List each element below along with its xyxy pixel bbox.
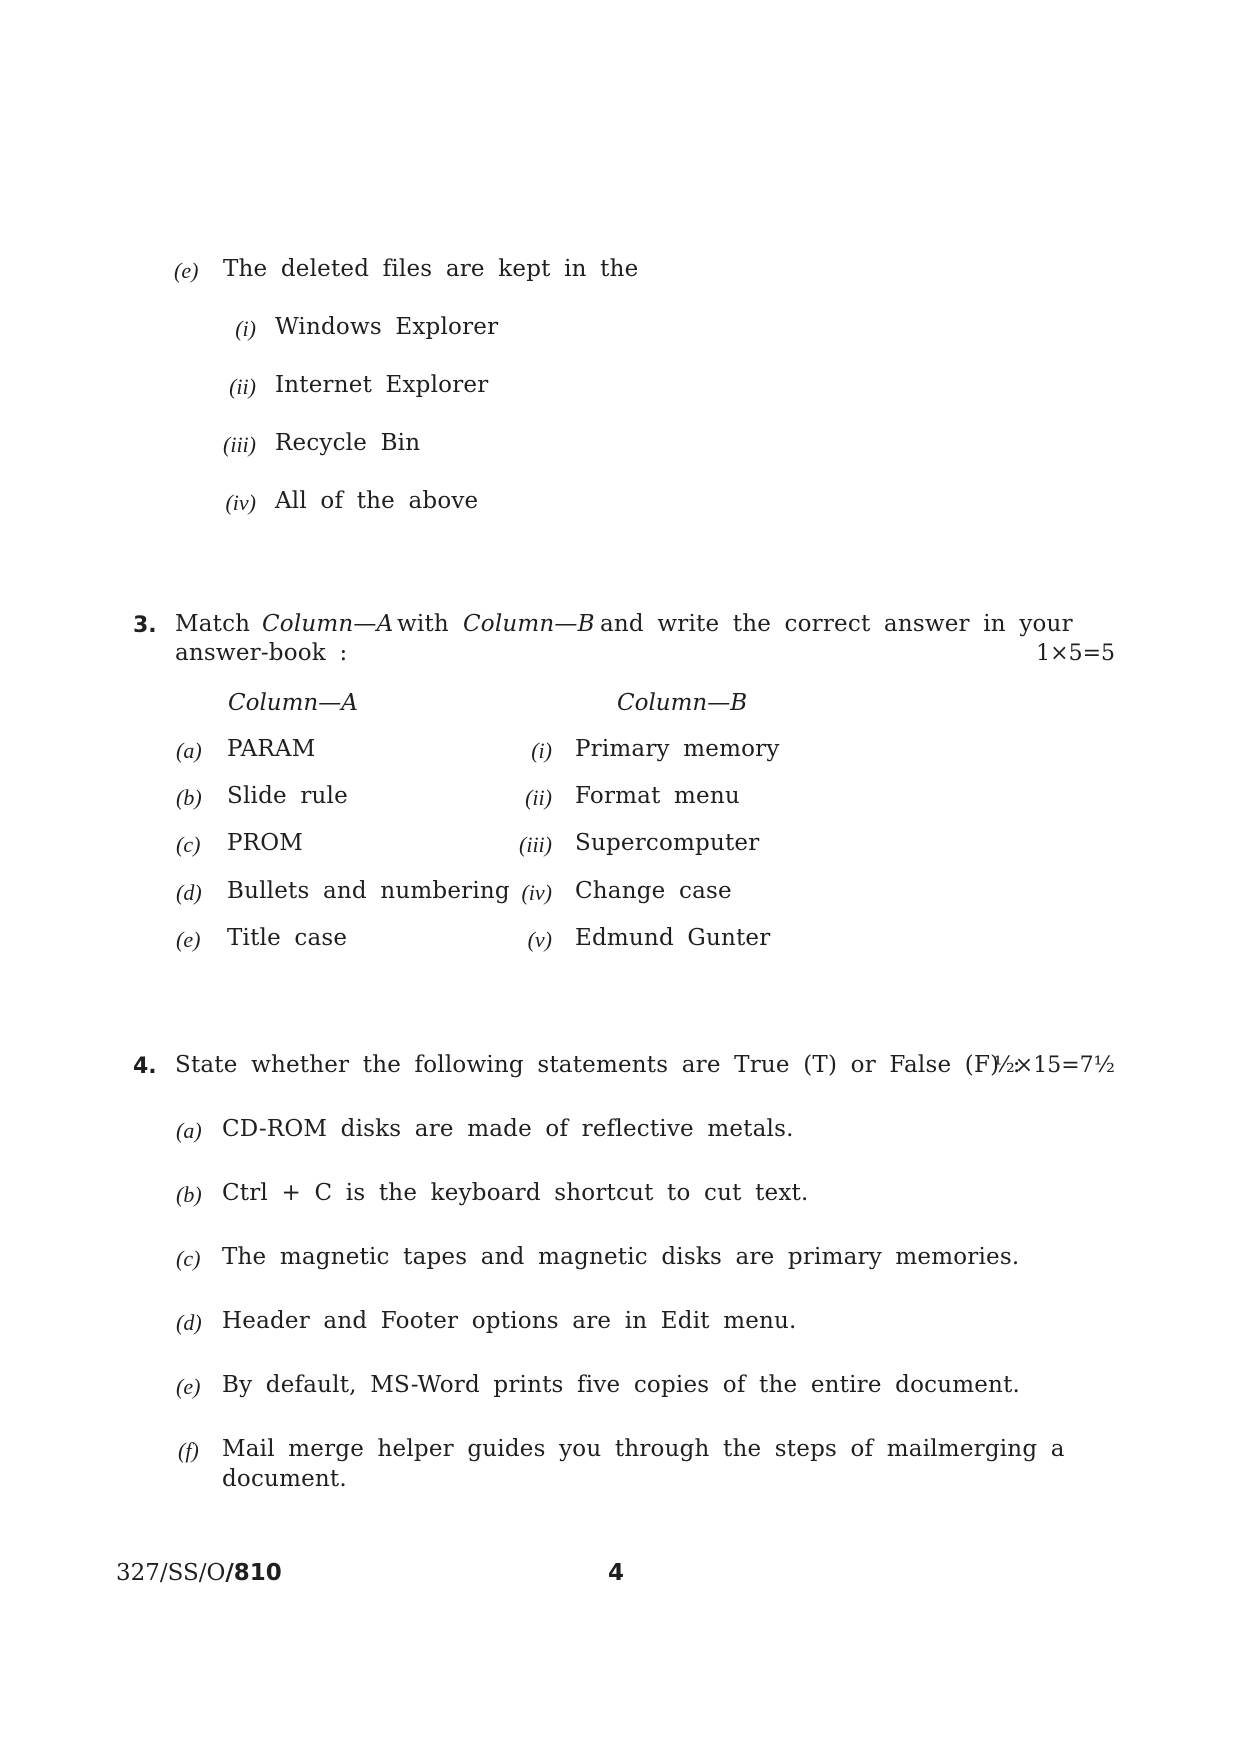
question-word: Match: [175, 611, 251, 637]
column-b-label: (iii): [519, 832, 552, 857]
question-number: 4.: [133, 1054, 157, 1079]
statement-label: (b): [176, 1182, 202, 1207]
column-b-label: (i): [531, 738, 552, 763]
column-b-item: Edmund Gunter: [575, 925, 771, 951]
statement-label: (c): [176, 1246, 201, 1271]
statement-label: (d): [176, 1310, 202, 1335]
column-a-item: Title case: [227, 925, 348, 951]
question-text: State whether the following statements are True (T) or False (F) :: [175, 1052, 1021, 1078]
paper-code: [116, 1560, 282, 1586]
statement-text: By default, MS-Word prints five copies of the entire document.: [222, 1372, 1021, 1398]
paper-code-prefix: 327/SS/O: [116, 1560, 226, 1586]
column-b-item: Format menu: [575, 783, 740, 809]
column-a-label: (b): [176, 785, 202, 810]
question-label: (e): [174, 258, 199, 283]
question-word: and write the correct answer in your: [600, 611, 1073, 637]
column-a-ref: Column—A: [262, 611, 394, 637]
option-label: (i): [235, 316, 256, 341]
column-a-label: (a): [176, 738, 202, 763]
statement-text: Mail merge helper guides you through the steps of mailmerging a: [222, 1436, 1065, 1462]
column-b-item: Supercomputer: [575, 830, 760, 856]
paper-code-bold: /810: [225, 1560, 282, 1586]
column-a-label: (e): [176, 927, 201, 952]
column-a-item: Slide rule: [227, 783, 348, 809]
column-b-item: Primary memory: [575, 736, 780, 762]
column-b-label: (v): [527, 927, 552, 952]
page-number: 4: [608, 1560, 625, 1586]
question-text-line2: answer-book :: [175, 640, 348, 666]
column-a-header: Column—A: [228, 690, 358, 716]
question-word: with: [397, 611, 449, 637]
option-label: (iv): [225, 490, 256, 515]
question-stem: The deleted files are kept in the: [223, 256, 639, 282]
option-text: Internet Explorer: [275, 372, 489, 398]
column-b-header: Column—B: [617, 690, 748, 716]
option-label: (iii): [223, 432, 256, 457]
column-b-label: (ii): [525, 785, 552, 810]
statement-text: The magnetic tapes and magnetic disks are primary memories.: [222, 1244, 1020, 1270]
option-text: Windows Explorer: [275, 314, 499, 340]
statement-label: (a): [176, 1118, 202, 1143]
question-number: 3.: [133, 613, 157, 638]
column-a-item: PARAM: [227, 736, 316, 762]
statement-text: Header and Footer options are in Edit menu.: [222, 1308, 797, 1334]
column-a-item: Bullets and numbering: [227, 878, 510, 904]
column-b-item: Change case: [575, 878, 732, 904]
column-a-item: PROM: [227, 830, 303, 856]
column-a-label: (c): [176, 832, 201, 857]
option-text: All of the above: [275, 488, 479, 514]
statement-text-line2: document.: [222, 1466, 347, 1492]
statement-label: (e): [176, 1374, 201, 1399]
marks: ½×15=7½: [993, 1053, 1115, 1078]
column-a-label: (d): [176, 880, 202, 905]
statement-text: Ctrl + C is the keyboard shortcut to cut text.: [222, 1180, 809, 1206]
option-text: Recycle Bin: [275, 430, 421, 456]
statement-label: (f): [178, 1438, 199, 1463]
marks: 1×5=5: [1036, 641, 1115, 666]
option-label: (ii): [229, 374, 256, 399]
statement-text: CD-ROM disks are made of reflective metals.: [222, 1116, 794, 1142]
column-b-label: (iv): [521, 880, 552, 905]
column-b-ref: Column—B: [463, 611, 595, 637]
